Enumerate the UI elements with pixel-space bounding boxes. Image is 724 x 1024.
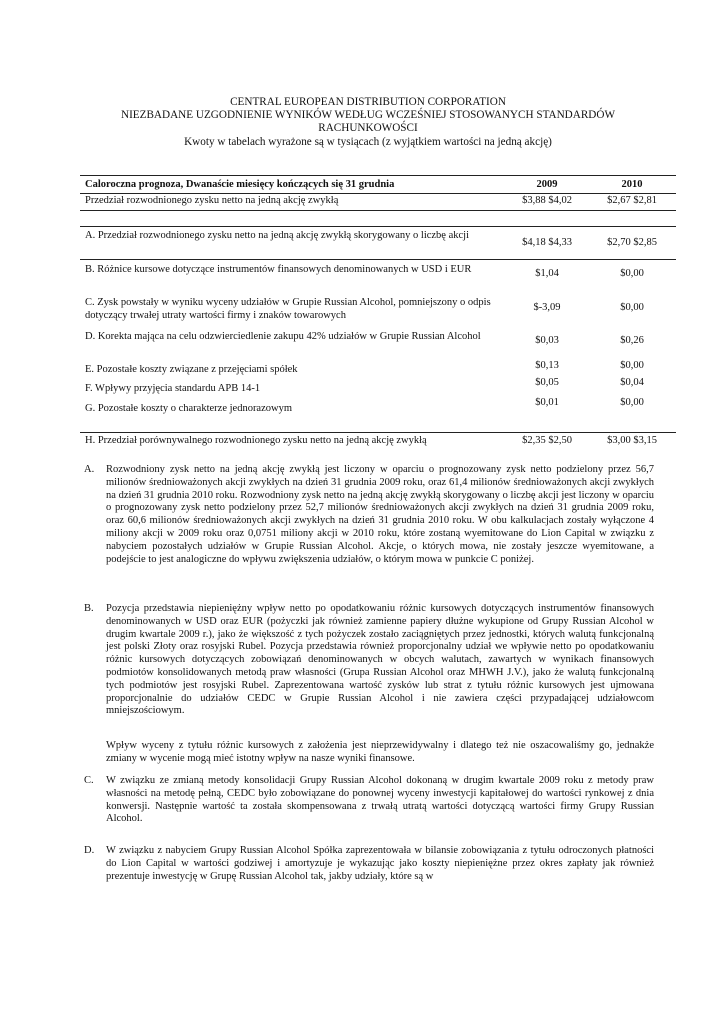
table-row-a-2009: $4,18 $4,33	[522, 237, 572, 248]
table-row-g-2009: $0,01	[535, 397, 559, 408]
note-b-letter: B.	[84, 603, 94, 614]
table-row-rule	[80, 432, 676, 433]
table-header-2009: 2009	[536, 179, 558, 190]
table-row-rule	[80, 226, 676, 227]
table-row-d-2010: $0,26	[620, 335, 644, 346]
table-row-c-label: C. Zysk powstały w wyniku wyceny udziałów w Grupie Russian Alcohol, pomniejszony o odpis dotyczący trwałej utraty wartości firmy i znaków towarowych	[85, 297, 491, 321]
note-c-letter: C.	[84, 775, 94, 786]
table-header-2010: 2010	[621, 179, 643, 190]
note-b-text2: Wpływ wyceny z tytułu różnic kursowych z założenia jest nieprzewidywalny i dlatego też nie oszacowaliśmy go, jednakże zmiany w wycenie mogą mieć istotny wpływ na nasze wyniki finansowe.	[106, 740, 654, 764]
table-header-rule	[80, 193, 676, 194]
table-row-f-2009: $0,05	[535, 377, 559, 388]
table-row-c-2009: $-3,09	[533, 302, 561, 313]
table-row-h-2010: $3,00 $3,15	[607, 435, 657, 446]
table-row-rule	[80, 259, 676, 260]
table-row-a-label: A. Przedział rozwodnionego zysku netto na jedną akcję zwykłą skorygowany o liczbę akcji	[85, 230, 469, 241]
table-row-b-2010: $0,00	[620, 268, 644, 279]
note-c-text: W związku ze zmianą metody konsolidacji Grupy Russian Alcohol dokonaną w drugim kwartale 2009 roku z metody praw własności na metodę pełną, CEDC było zobowiązane do ponownej wyceny inwestycji kapitałowej do wartości rynkowej z dnia konwersji. Następnie wartość ta została skompensowana z trwałą utratą wartości dotyczącą wartości firmy Grupy Russian Alcohol.	[106, 775, 654, 825]
table-row-b-2009: $1,04	[535, 268, 559, 279]
report-title-line2: RACHUNKOWOŚCI	[318, 122, 418, 134]
table-row-b-label: B. Różnice kursowe dotyczące instrumentów finansowych denominowanych w USD i EUR	[85, 264, 472, 275]
report-subtitle: Kwoty w tabelach wyrażone są w tysiącach (z wyjątkiem wartości na jedną akcję)	[184, 136, 552, 148]
table-row-base-label: Przedział rozwodnionego zysku netto na jedną akcję zwykłą	[85, 195, 339, 206]
table-row-d-2009: $0,03	[535, 335, 559, 346]
table-row-h-2009: $2,35 $2,50	[522, 435, 572, 446]
table-row-base-2009: $3,88 $4,02	[522, 195, 572, 206]
table-row-e-2009: $0,13	[535, 360, 559, 371]
table-row-base-2010: $2,67 $2,81	[607, 195, 657, 206]
table-row-f-2010: $0,04	[620, 377, 644, 388]
report-title-line1: NIEZBADANE UZGODNIENIE WYNIKÓW WEDŁUG WCZEŚNIEJ STOSOWANYCH STANDARDÓW	[121, 109, 615, 121]
note-a-letter: A.	[84, 464, 95, 475]
table-row-g-2010: $0,00	[620, 397, 644, 408]
table-header-label: Caloroczna prognoza, Dwanaście miesięcy kończących się 31 grudnia	[85, 179, 395, 190]
table-row-g-label: G. Pozostałe koszty o charakterze jednorazowym	[85, 403, 293, 414]
company-name: CENTRAL EUROPEAN DISTRIBUTION CORPORATION	[230, 96, 506, 108]
note-a-text: Rozwodniony zysk netto na jedną akcję zwykłą jest liczony w oparciu o prognozowany zysk netto podzielony przez 56,7 milionów średnioważonych akcji zwykłych na dzień 31 grudnia 2009 roku, oraz 61,4 milionów średnioważonych akcji zwykłych na dzień 31 grudnia 2010 roku. Rozwodniony zysk netto na jedną akcję zwykłą skorygowany o liczbę akcji jest liczony w oparciu o prognozowany zysk netto podzielony przez 52,7 milionów średnioważonych akcji zwykłych na dzień 31 grudnia 2009 roku, oraz 60,6 milionów średnioważonych akcji zwykłych na dzień 31 grudnia 2010 roku. W obu kalkulacjach zostały wyłączone 4 miliony akcji w 2009 roku oraz 0,0751 miliony akcji w 2010 roku, które zostaną wyemitowane do Lion Capital w związku z nabyciem pozostałych udziałów w Grupie Russian Alcohol. Akcje, o których mowa, nie zostały jeszcze wyemitowane, a podejście to jest analogiczne do wpływu zwiększenia udziałów, o którym mowa w punkcie C poniżej.	[106, 464, 654, 565]
note-b-text: Pozycja przedstawia niepieniężny wpływ netto po opodatkowaniu różnic kursowych dotyczących instrumentów finansowych denominowanych w USD oraz EUR (pożyczki jak również zamienne papiery dłużne wykupione od Grupy Russian Alcohol w drugim kwartale 2009 r.), jako że większość z tych pożyczek zostało zaciągniętych przez jednostki, których walutą funkcjonalną jest polski Złoty oraz rosyjski Rubel. Pozycja przedstawia również proporcjonalny udział we wpływie netto po opodatkowaniu różnic kursowych dotyczących zobowiązań denominowanych w obcych walutach, zawartych w wynikach finansowych podmiotów konsolidowanych metodą praw własności (Grupa Russian Alcohol oraz MHWH J.V.), jako że walutą funkcjonalną tych podmiotów jest rosyjski Rubel. Zaprezentowana wartość zysków lub strat z tytułu różnic kursowych jest ujmowana proporcjonalnie do udziałów CEDC w Grupie Russian Alcohol i nie zawiera części przypadającej udziałowcom mniejszościowym.	[106, 603, 654, 717]
table-top-rule	[80, 175, 676, 176]
note-d-letter: D.	[84, 845, 95, 856]
table-row-e-2010: $0,00	[620, 360, 644, 371]
table-row-c-2010: $0,00	[620, 302, 644, 313]
table-row-f-label: F. Wpływy przyjęcia standardu APB 14-1	[85, 383, 261, 394]
table-row-e-label: E. Pozostałe koszty związane z przejęciami spółek	[85, 364, 298, 375]
table-row-h-label: H. Przedział porównywalnego rozwodnionego zysku netto na jedną akcję zwykłą	[85, 435, 427, 446]
table-row-a-2010: $2,70 $2,85	[607, 237, 657, 248]
table-row-d-label: D. Korekta mająca na celu odzwierciedlenie zakupu 42% udziałów w Grupie Russian Alcohol	[85, 331, 481, 342]
note-d-text: W związku z nabyciem Grupy Russian Alcohol Spółka zaprezentowała w bilansie zobowiązania z tytułu odroczonych płatności do Lion Capital w wartości godziwej i amortyzuje je wykazując jako koszty niepieniężne przez okres zapłaty jak również prezentuje inwestycję w Grupę Russian Alcohol tak, jakby udziały, które są w	[106, 845, 654, 882]
table-row-rule	[80, 210, 676, 211]
